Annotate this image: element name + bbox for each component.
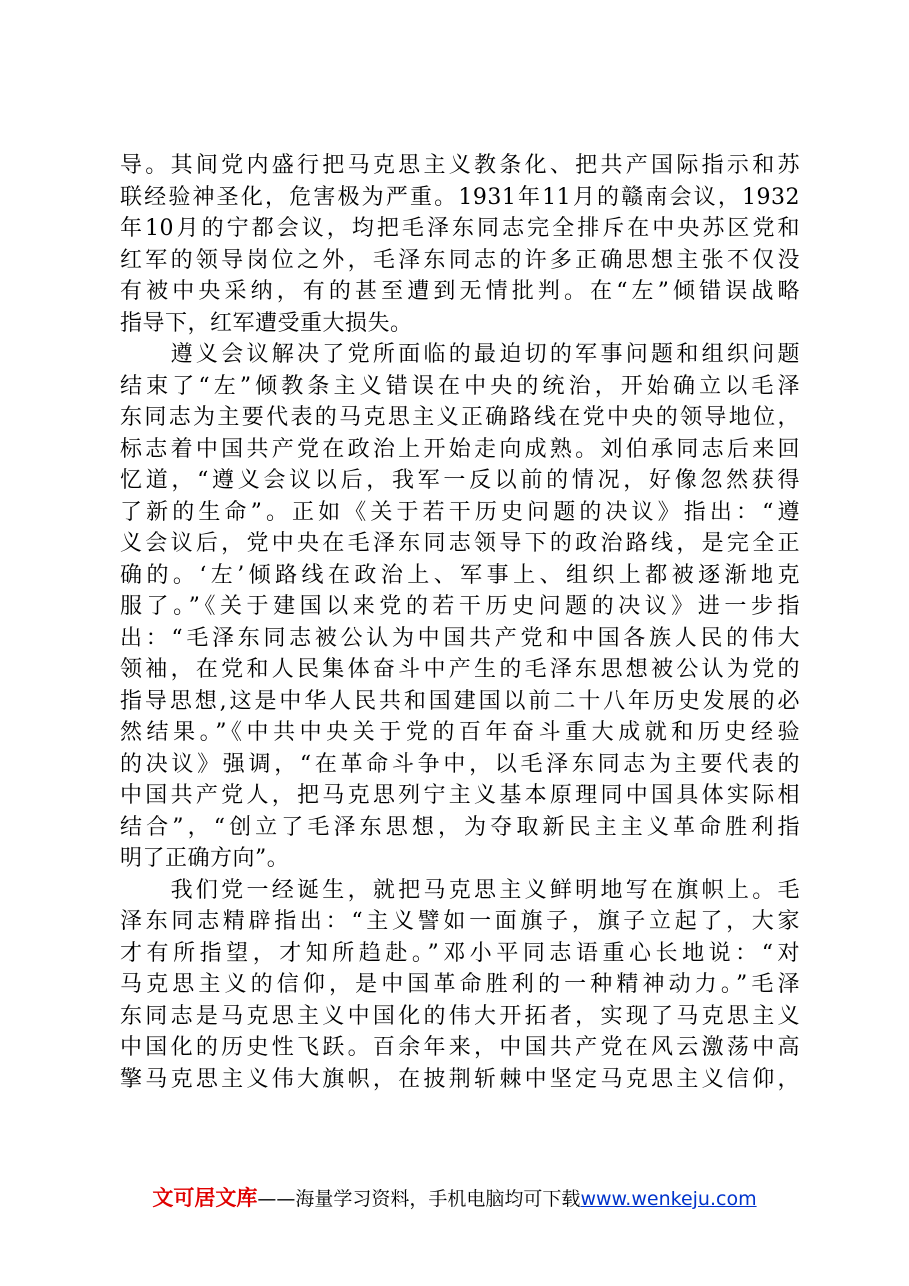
paragraph <box>120 875 800 1096</box>
text-line: 结合”，“创立了毛泽东思想，为夺取新民主主义革命胜利指 <box>120 814 800 840</box>
text-line: 指导下，红军遭受重大损失。 <box>120 310 413 336</box>
text-line: 义会议后，党中央在毛泽东同志领导下的政治路线，是完全正 <box>120 531 800 556</box>
text-line: 泽东同志精辟指出：“主义譬如一面旗子，旗子立起了，大家 <box>120 909 800 934</box>
text-line: 东同志是马克思主义中国化的伟大开拓者，实现了马克思主义 <box>120 1003 800 1029</box>
text-line: 标志着中国共产党在政治上开始走向成熟。刘伯承同志后来回 <box>120 436 800 462</box>
text-line: 东同志为主要代表的马克思主义正确路线在党中央的领导地位， <box>120 405 800 430</box>
text-line: 然结果。”《中共中央关于党的百年奋斗重大成就和历史经验 <box>120 720 800 745</box>
text-line: 的决议》强调，“在革命斗争中，以毛泽东同志为主要代表的 <box>120 751 800 777</box>
footer-brand: 文可居文库 <box>152 1186 258 1210</box>
text-line: 出：“毛泽东同志被公认为中国共产党和中国各族人民的伟大 <box>120 625 800 651</box>
footer-slogan: ——海量学习资料，手机电脑均可下载 <box>257 1188 581 1210</box>
text-line: 才有所指望，才知所趋赴。”邓小平同志语重心长地说：“对 <box>120 940 800 966</box>
footer-link[interactable]: www.wenkeju.com <box>580 1188 757 1210</box>
text-line: 我们党一经诞生，就把马克思主义鲜明地写在旗帜上。毛 <box>120 877 800 903</box>
paragraph <box>120 150 800 339</box>
text-line: 中国化的历史性飞跃。百余年来，中国共产党在风云激荡中高 <box>120 1035 800 1060</box>
text-line: 忆道，“遵义会议以后，我军一反以前的情况，好像忽然获得 <box>120 468 800 493</box>
text-line: 有被中央采纳，有的甚至遭到无情批判。在“左”倾错误战略 <box>120 279 800 304</box>
text-line: 马克思主义的信仰，是中国革命胜利的一种精神动力。”毛泽 <box>120 972 800 997</box>
text-line: 中国共产党人，把马克思列宁主义基本原理同中国具体实际相 <box>120 783 800 808</box>
text-line: 领袖，在党和人民集体奋斗中产生的毛泽东思想被公认为党的 <box>120 657 800 682</box>
text-line: 服了。”《关于建国以来党的若干历史问题的决议》进一步指 <box>120 594 800 619</box>
text-line: 年10月的宁都会议，均把毛泽东同志完全排斥在中央苏区党和 <box>120 216 800 241</box>
text-line: 结束了“左”倾教条主义错误在中央的统治，开始确立以毛泽 <box>120 373 800 399</box>
text-line: 联经验神圣化，危害极为严重。1931年11月的赣南会议，1932 <box>120 184 800 210</box>
document-body <box>120 150 800 1095</box>
page-footer <box>0 1182 909 1212</box>
text-line: 指导思想,这是中华人民共和国建国以前二十八年历史发展的必 <box>120 688 800 714</box>
text-line: 明了正确方向”。 <box>120 846 290 871</box>
text-line: 遵义会议解决了党所面临的最迫切的军事问题和组织问题 <box>120 342 800 367</box>
text-line: 导。其间党内盛行把马克思主义教条化、把共产国际指示和苏 <box>120 153 800 178</box>
paragraph <box>120 339 800 875</box>
text-line: 了新的生命”。正如《关于若干历史问题的决议》指出：“遵 <box>120 499 800 525</box>
text-line: 擎马克思主义伟大旗帜，在披荆斩棘中坚定马克思主义信仰， <box>120 1066 800 1092</box>
text-line: 红军的领导岗位之外，毛泽东同志的许多正确思想主张不仅没 <box>120 247 800 273</box>
text-line: 确的。‘左’倾路线在政治上、军事上、组织上都被逐渐地克 <box>120 562 800 588</box>
